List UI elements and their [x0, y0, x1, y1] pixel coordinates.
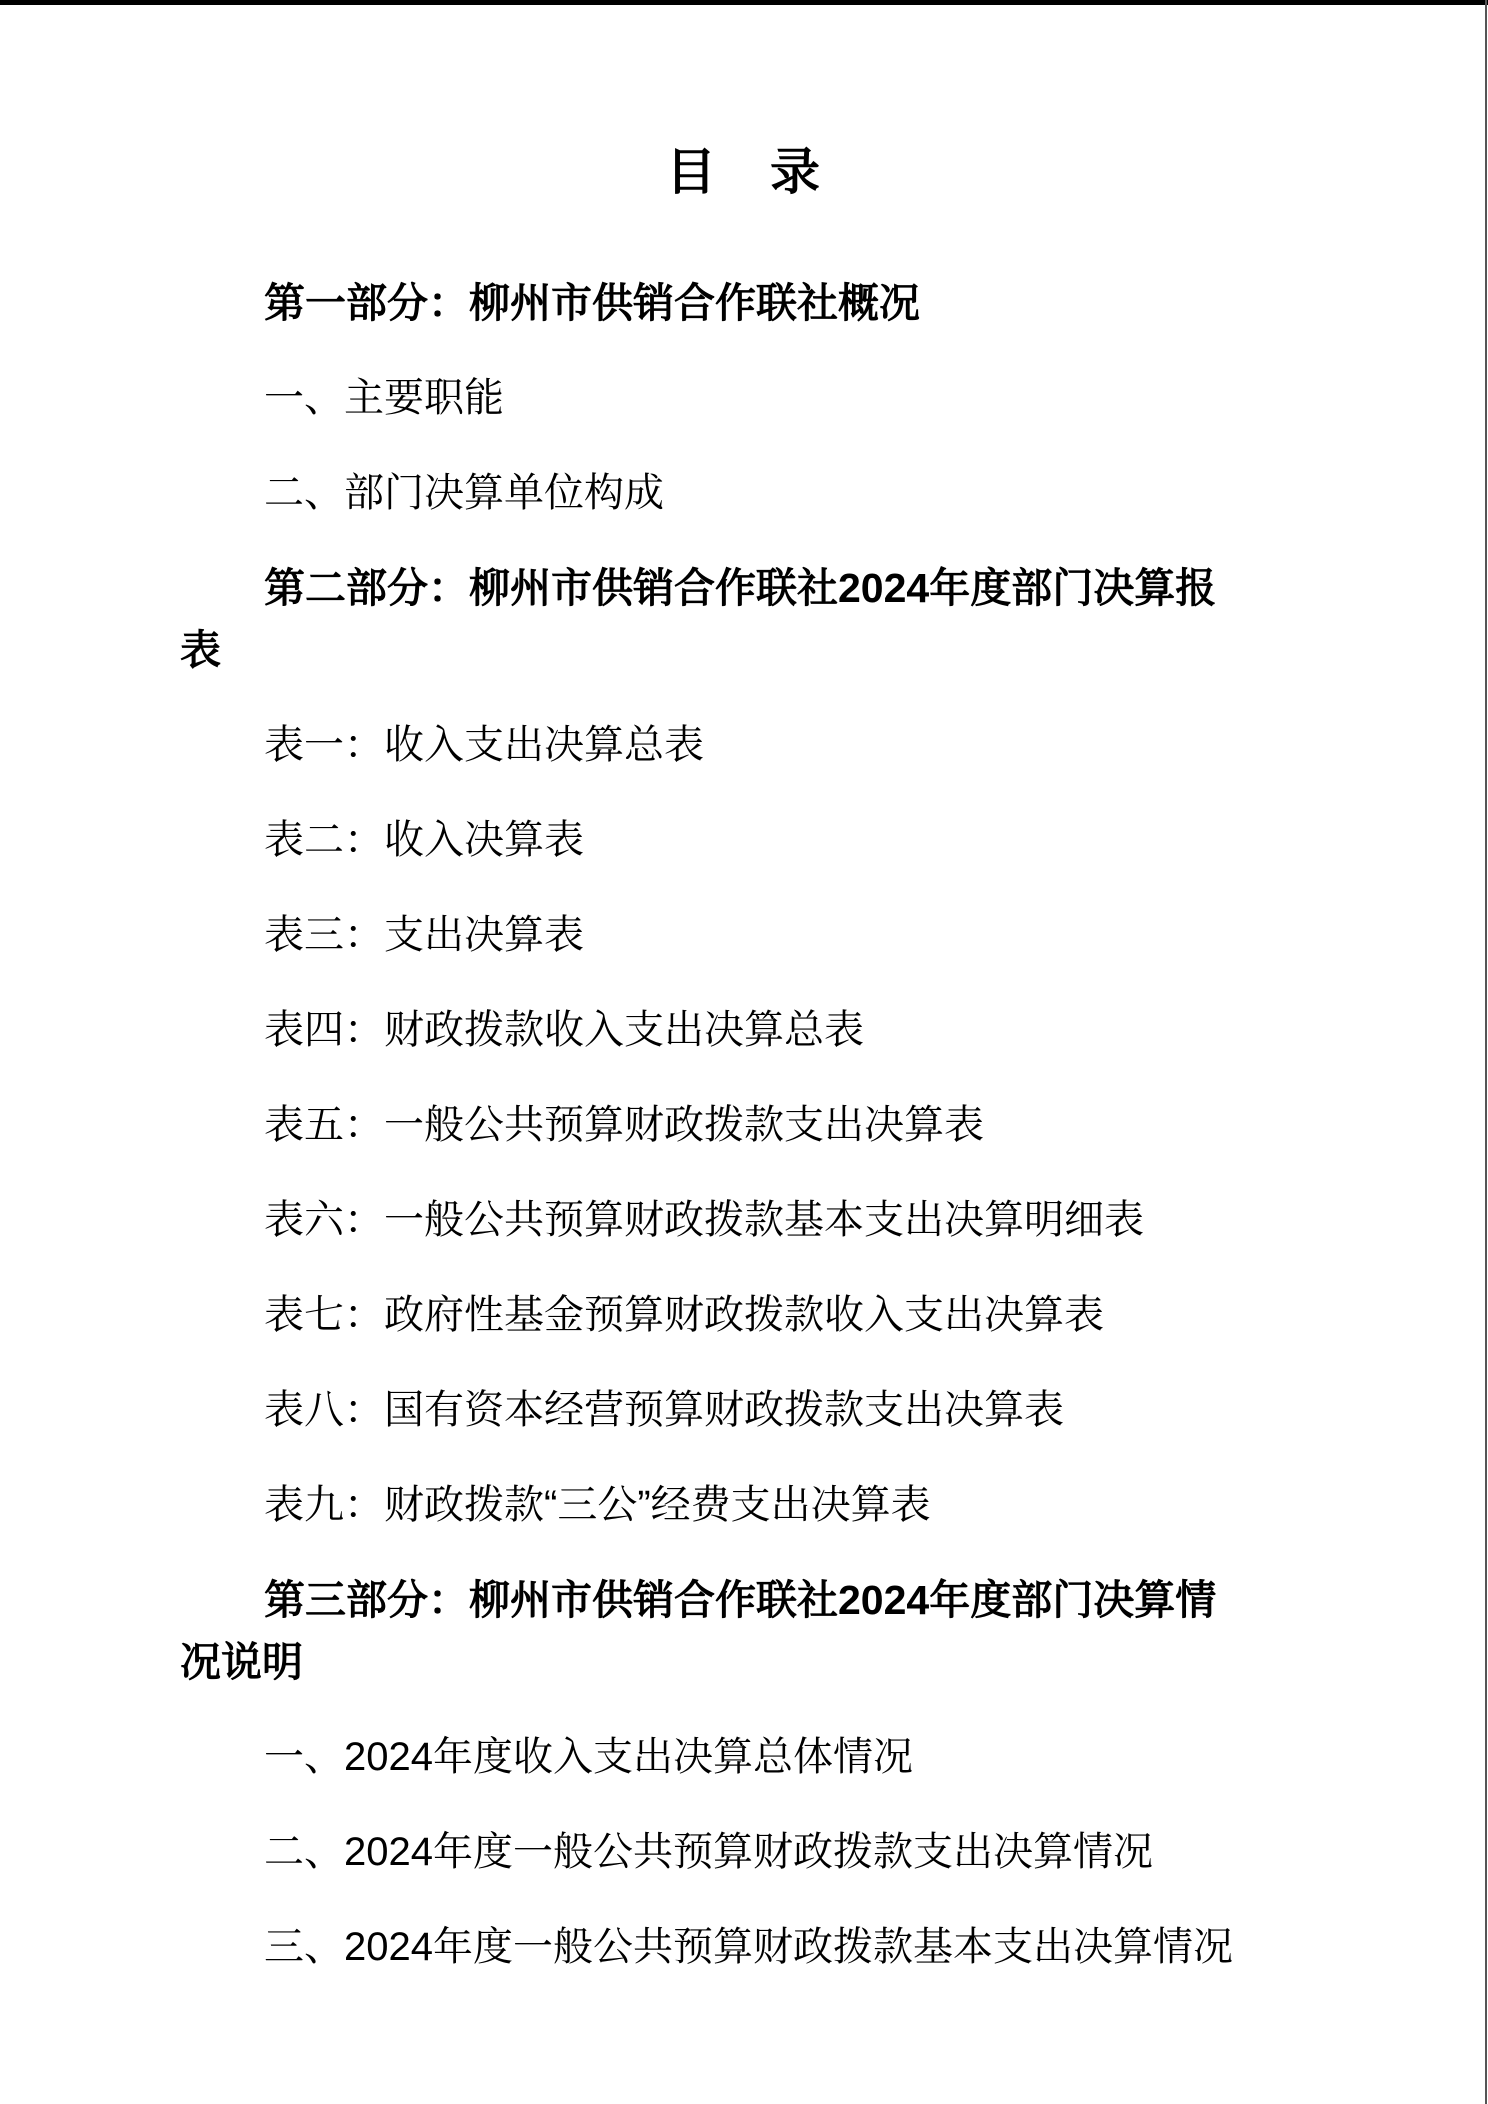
toc-part-1-heading [180, 272, 1215, 334]
toc-item-table-2 [180, 809, 1215, 871]
toc-entry-text-wrap: 况说明 [180, 1639, 303, 1685]
toc-entry-text: 表三：支出决算表 [264, 913, 584, 957]
scan-right-border [1485, 0, 1487, 2104]
toc-item-unit-composition [180, 462, 1215, 524]
toc-item-main-duties [180, 367, 1215, 429]
toc-entry-text: 第一部分：柳州市供销合作联社概况 [264, 280, 920, 326]
toc-item-note-3 [180, 1916, 1233, 1978]
toc-item-note-1 [180, 1726, 1215, 1788]
toc-item-table-8 [180, 1379, 1215, 1441]
toc-item-table-6 [180, 1189, 1215, 1251]
toc-entry-text: 二、部门决算单位构成 [264, 471, 664, 515]
toc-entry-text: 二、2024年度一般公共预算财政拨款支出决算情况 [264, 1830, 1153, 1874]
toc-entry-text: 第三部分：柳州市供销合作联社2024年度部门决算情 [264, 1577, 1217, 1623]
toc-item-table-4 [180, 999, 1215, 1061]
toc-entry-text: 一、2024年度收入支出决算总体情况 [264, 1735, 913, 1779]
toc-item-table-1 [180, 714, 1215, 776]
toc-entry-text: 表八：国有资本经营预算财政拨款支出决算表 [264, 1388, 1064, 1432]
toc-entry-text-wrap: 表 [180, 627, 221, 673]
toc-item-table-3 [180, 904, 1215, 966]
toc-entry-text: 一、主要职能 [264, 376, 504, 420]
toc-entry-text: 三、2024年度一般公共预算财政拨款基本支出决算情况 [264, 1925, 1233, 1969]
scan-top-border [0, 0, 1488, 5]
toc-item-table-5 [180, 1094, 1215, 1156]
toc-title: 目 录 [666, 144, 822, 200]
toc-entry-text: 表一：收入支出决算总表 [264, 723, 704, 767]
toc-entry-text: 表七：政府性基金预算财政拨款收入支出决算表 [264, 1293, 1104, 1337]
toc-item-table-9 [180, 1474, 1215, 1536]
toc-entry-text: 表二：收入决算表 [264, 818, 584, 862]
toc-entry-text: 表四：财政拨款收入支出决算总表 [264, 1008, 864, 1052]
toc-part-2-heading [180, 557, 1215, 681]
toc-item-note-2 [180, 1821, 1215, 1883]
toc-item-table-7 [180, 1284, 1215, 1346]
toc-entry-text: 表六：一般公共预算财政拨款基本支出决算明细表 [264, 1198, 1144, 1242]
toc-entry-text: 表五：一般公共预算财政拨款支出决算表 [264, 1103, 984, 1147]
toc-entry-text: 第二部分：柳州市供销合作联社2024年度部门决算报 [264, 565, 1217, 611]
toc-body [180, 272, 1233, 1978]
toc-entry-text: 表九：财政拨款“三公”经费支出决算表 [264, 1483, 931, 1527]
toc-part-3-heading [180, 1569, 1215, 1693]
